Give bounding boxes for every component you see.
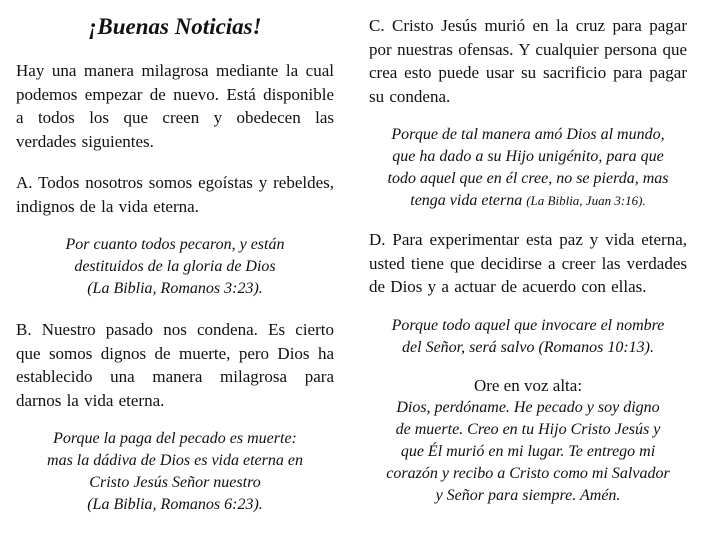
verse-b-line: Cristo Jesús Señor nuestro	[89, 474, 261, 491]
verse-d	[369, 315, 687, 359]
prayer-line: de muerte. Creo en tu Hijo Cristo Jesús y	[395, 420, 661, 438]
spacer	[16, 412, 334, 428]
spacer	[369, 108, 687, 124]
verse-a	[16, 234, 334, 300]
spacer	[16, 300, 334, 318]
verse-a-line: destituidos de la gloria de Dios	[74, 258, 276, 275]
verse-d-line: del Señor, será salvo (Romanos 10:13).	[402, 338, 654, 356]
verse-a-reference: (La Biblia, Romanos 3:23).	[87, 280, 263, 297]
spacer	[369, 212, 687, 228]
verse-c-line: todo aquel que en él cree, no se pierda, mas	[387, 170, 669, 187]
prayer-text	[369, 397, 687, 507]
verse-b-reference: (La Biblia, Romanos 6:23).	[87, 496, 263, 513]
spacer	[16, 153, 334, 171]
page-title: ¡Buenas Noticias!	[88, 14, 262, 39]
right-column	[369, 0, 687, 507]
prayer-line: corazón y recibo a Cristo como mi Salvador	[386, 464, 670, 482]
verse-b	[16, 428, 334, 516]
verse-c-line: que ha dado a su Hijo unigénito, para que	[392, 148, 664, 165]
point-a-paragraph: A. Todos nosotros somos egoístas y rebeldes, indignos de la vida eterna.	[16, 173, 334, 216]
verse-c-reference: (La Biblia, Juan 3:16).	[526, 193, 646, 208]
spacer	[369, 0, 687, 14]
prayer-line: Dios, perdóname. He pecado y soy digno	[396, 398, 660, 416]
verse-d-line: Porque todo aquel que invocare el nombre	[391, 316, 665, 334]
verse-b-line: Porque la paga del pecado es muerte:	[53, 430, 297, 447]
verse-c-line: tenga vida eterna	[410, 192, 523, 209]
verse-b-line: mas la dádiva de Dios es vida eterna en	[47, 452, 303, 469]
intro-paragraph: Hay una manera milagrosa mediante la cual podemos empezar de nuevo. Está disponible a todos los que creen y obedecen las verdades siguientes.	[16, 61, 334, 151]
point-d-paragraph: D. Para experimentar esta paz y vida eterna, usted tiene que decidirse a creer las verdades de Dios y a actuar de acuerdo con ellas.	[369, 230, 687, 296]
point-b-paragraph: B. Nuestro pasado nos condena. Es cierto que somos dignos de muerte, pero Dios ha establecido una manera milagrosa para darnos la vida eterna.	[16, 320, 334, 410]
prayer-line: y Señor para siempre. Amén.	[435, 486, 621, 504]
verse-a-line: Por cuanto todos pecaron, y están	[65, 236, 285, 253]
left-column	[16, 0, 334, 516]
verse-c-line: Porque de tal manera amó Dios al mundo,	[391, 126, 665, 143]
spacer	[16, 218, 334, 234]
verse-c-last-line	[369, 190, 687, 212]
point-c-paragraph: C. Cristo Jesús murió en la cruz para pagar por nuestras ofensas. Y cualquier persona que crea esto puede usar su sacrificio para pagar su condena.	[369, 16, 687, 106]
prayer-line: que Él murió en mi lugar. Te entrego mi	[400, 442, 656, 460]
verse-c	[369, 124, 687, 212]
spacer	[369, 299, 687, 315]
prayer-heading: Ore en voz alta:	[473, 375, 583, 395]
spacer	[369, 359, 687, 375]
